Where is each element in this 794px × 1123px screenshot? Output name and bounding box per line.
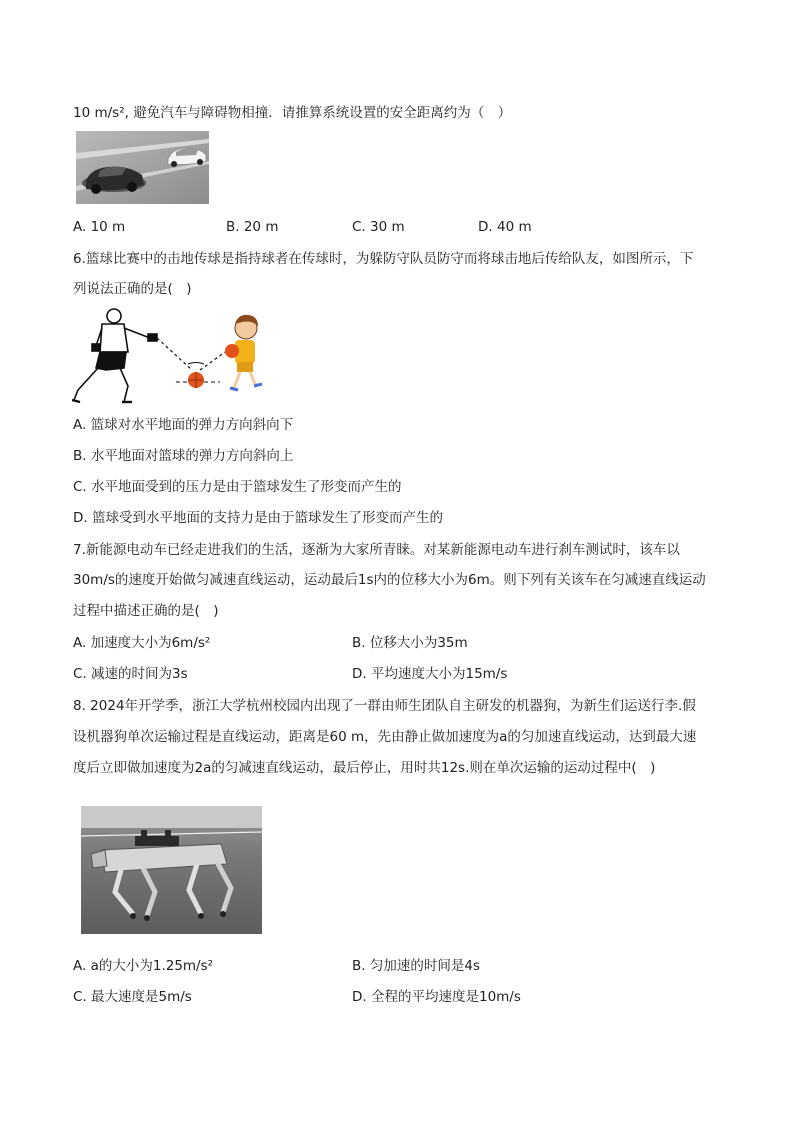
q5-option-d: D. 40 m (478, 219, 532, 235)
receiver-figure-icon (225, 315, 262, 390)
q7-stem-line1: 7.新能源电动车已经走进我们的生活，逐渐为大家所青睐。对某新能源电动车进行刹车测试时，该车以 (73, 542, 680, 558)
q7-option-a: A. 加速度大小为6m/s² (73, 635, 211, 651)
q8-stem-line1: 8. 2024年开学季，浙江大学杭州校园内出现了一群由师生团队自主研发的机器狗，为新生们运送行李.假 (73, 698, 696, 714)
q7-option-b: B. 位移大小为35m (352, 635, 468, 651)
bounce-pass-figure (72, 306, 268, 406)
q8-option-d: D. 全程的平均速度是10m/s (352, 989, 521, 1005)
q6-option-d: D. 篮球受到水平地面的支持力是由于篮球发生了形变而产生的 (73, 510, 443, 526)
q7-stem-line2: 30m/s的速度开始做匀减速直线运动，运动最后1s内的位移大小为6m。则下列有关该车在匀减速直线运动 (73, 572, 706, 588)
q6-option-a: A. 篮球对水平地面的弹力方向斜向下 (73, 417, 294, 433)
basketball-icon (188, 372, 204, 388)
q8-option-b: B. 匀加速的时间是4s (352, 958, 480, 974)
q8-stem-line3: 度后立即做加速度为2a的匀减速直线运动，最后停止，用时共12s.则在单次运输的运动过程中( ) (73, 760, 656, 776)
q5-option-b: B. 20 m (226, 219, 279, 235)
q6-option-c: C. 水平地面受到的压力是由于篮球发生了形变而产生的 (73, 479, 402, 495)
passer-figure-icon (72, 309, 157, 402)
car-road-photo (76, 131, 209, 204)
q7-stem-line3: 过程中描述正确的是( ) (73, 603, 219, 619)
q8-option-a: A. a的大小为1.25m/s² (73, 958, 214, 974)
q8-stem-line2: 设机器狗单次运输过程是直线运动，距离是60 m，先由静止做加速度为a的匀加速直线运动，达到最大速 (73, 729, 697, 745)
q5-option-a: A. 10 m (73, 219, 126, 235)
q6-stem-line1: 6.篮球比赛中的击地传球是指持球者在传球时，为躲防守队员防守而将球击地后传给队友，如图所示，下 (73, 251, 694, 267)
q6-stem-line2: 列说法正确的是( ) (73, 281, 192, 297)
q7-option-c: C. 减速的时间为3s (73, 666, 188, 682)
q8-option-c: C. 最大速度是5m/s (73, 989, 192, 1005)
q6-option-b: B. 水平地面对篮球的弹力方向斜向上 (73, 448, 294, 464)
q7-option-d: D. 平均速度大小为15m/s (352, 666, 508, 682)
robot-dog-photo (81, 806, 262, 934)
q5-stem-line1: 10 m/s², 避免汽车与障碍物相撞．请推算系统设置的安全距离约为（ ） (73, 105, 512, 121)
q5-option-c: C. 30 m (352, 219, 405, 235)
